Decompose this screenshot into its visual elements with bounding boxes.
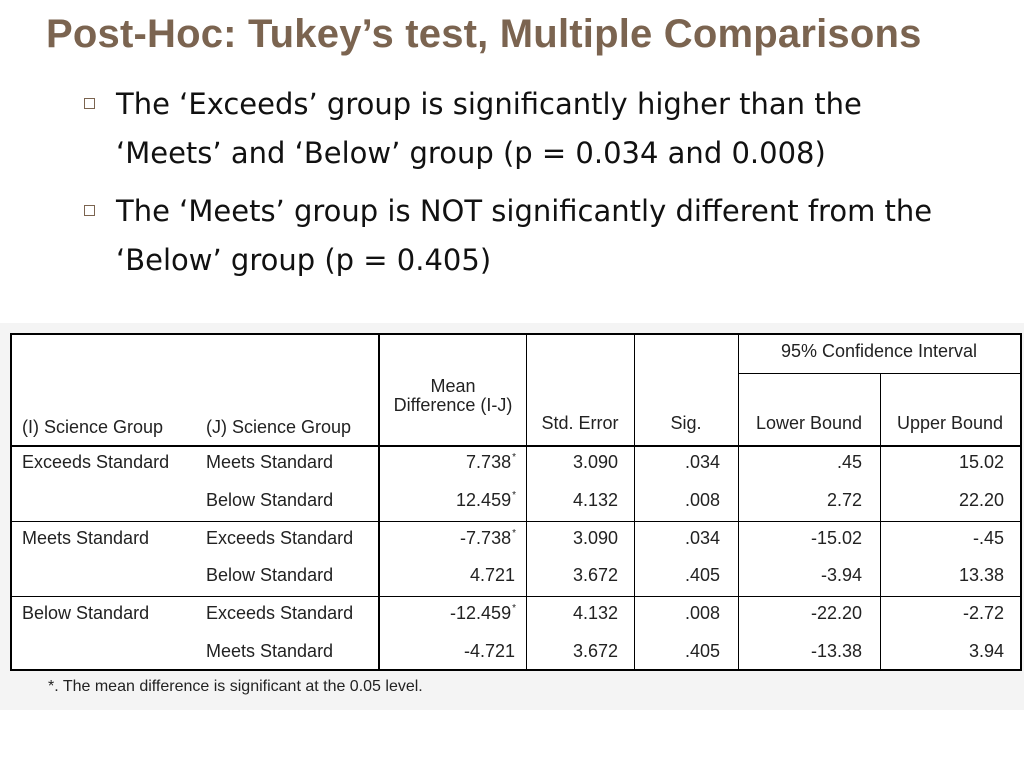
header-upper-bound: Upper Bound — [896, 413, 1004, 433]
lower-bound-cell: -3.94 — [820, 565, 862, 585]
j-group-cell: Meets Standard — [206, 641, 334, 661]
square-bullet-icon — [84, 205, 95, 216]
std-error-cell: 4.132 — [572, 490, 618, 510]
ci-header: 95% Confidence Interval — [780, 341, 978, 361]
group-label: Below Standard — [22, 603, 150, 623]
std-error-cell: 3.672 — [572, 641, 618, 661]
upper-bound-cell: -.45 — [972, 528, 1004, 548]
lower-bound-cell: 2.72 — [826, 490, 862, 510]
j-group-cell: Below Standard — [206, 490, 334, 510]
header-i-group: (I) Science Group — [22, 417, 164, 437]
significance-star: * — [512, 452, 516, 463]
table-footnote: *. The mean difference is significant at the 0.05 level. — [48, 678, 423, 695]
lower-bound-cell: -13.38 — [810, 641, 862, 661]
multiple-comparisons-table — [10, 333, 1022, 671]
sig-cell: .034 — [684, 452, 720, 472]
group-label: Exceeds Standard — [22, 452, 170, 472]
table-divider — [738, 373, 1020, 374]
significance-star: * — [512, 490, 516, 501]
sig-cell: .405 — [684, 641, 720, 661]
table-divider — [12, 596, 1020, 597]
bullet-item — [84, 80, 964, 178]
bullet-item — [84, 187, 964, 285]
upper-bound-cell: 3.94 — [968, 641, 1004, 661]
significance-star: * — [512, 528, 516, 539]
upper-bound-cell: 15.02 — [958, 452, 1004, 472]
mean-difference-cell: -12.459* — [450, 603, 516, 623]
sig-cell: .405 — [684, 565, 720, 585]
upper-bound-cell: 13.38 — [958, 565, 1004, 585]
mean-difference-cell: -7.738* — [460, 528, 516, 548]
sig-cell: .008 — [684, 603, 720, 623]
mean-difference-cell: 7.738* — [466, 452, 516, 472]
significance-star: * — [512, 603, 516, 614]
table-divider — [12, 521, 1020, 522]
upper-bound-cell: 22.20 — [958, 490, 1004, 510]
lower-bound-cell: -22.20 — [810, 603, 862, 623]
square-bullet-icon — [84, 98, 95, 109]
j-group-cell: Exceeds Standard — [206, 603, 354, 623]
table-divider — [12, 445, 1020, 447]
group-label: Meets Standard — [22, 528, 150, 548]
sig-cell: .034 — [684, 528, 720, 548]
table-divider — [378, 335, 380, 669]
std-error-cell: 4.132 — [572, 603, 618, 623]
j-group-cell: Exceeds Standard — [206, 528, 354, 548]
bullet-list — [84, 80, 964, 294]
header-j-group: (J) Science Group — [206, 417, 352, 437]
header-sig: Sig. — [670, 413, 702, 433]
header-mean-difference: Mean Difference (I-J) — [393, 376, 513, 415]
mean-difference-cell: -4.721 — [463, 641, 515, 661]
header-lower-bound: Lower Bound — [755, 413, 863, 433]
j-group-cell: Meets Standard — [206, 452, 334, 472]
lower-bound-cell: -15.02 — [810, 528, 862, 548]
mean-difference-cell: 12.459* — [456, 490, 516, 510]
std-error-cell: 3.090 — [572, 452, 618, 472]
sig-cell: .008 — [684, 490, 720, 510]
lower-bound-cell: .45 — [836, 452, 862, 472]
std-error-cell: 3.672 — [572, 565, 618, 585]
mean-difference-cell: 4.721 — [469, 565, 515, 585]
j-group-cell: Below Standard — [206, 565, 334, 585]
upper-bound-cell: -2.72 — [962, 603, 1004, 623]
std-error-cell: 3.090 — [572, 528, 618, 548]
bullet-text: The ‘Exceeds’ group is significantly higher than the ‘Meets’ and ‘Below’ group (p = 0.034 and 0.008) — [116, 87, 862, 170]
bullet-text: The ‘Meets’ group is NOT significantly different from the ‘Below’ group (p = 0.405) — [116, 194, 933, 277]
header-std-error: Std. Error — [541, 413, 619, 433]
slide-title: Post-Hoc: Tukey’s test, Multiple Comparisons — [46, 12, 922, 56]
table-screenshot — [0, 323, 1024, 710]
